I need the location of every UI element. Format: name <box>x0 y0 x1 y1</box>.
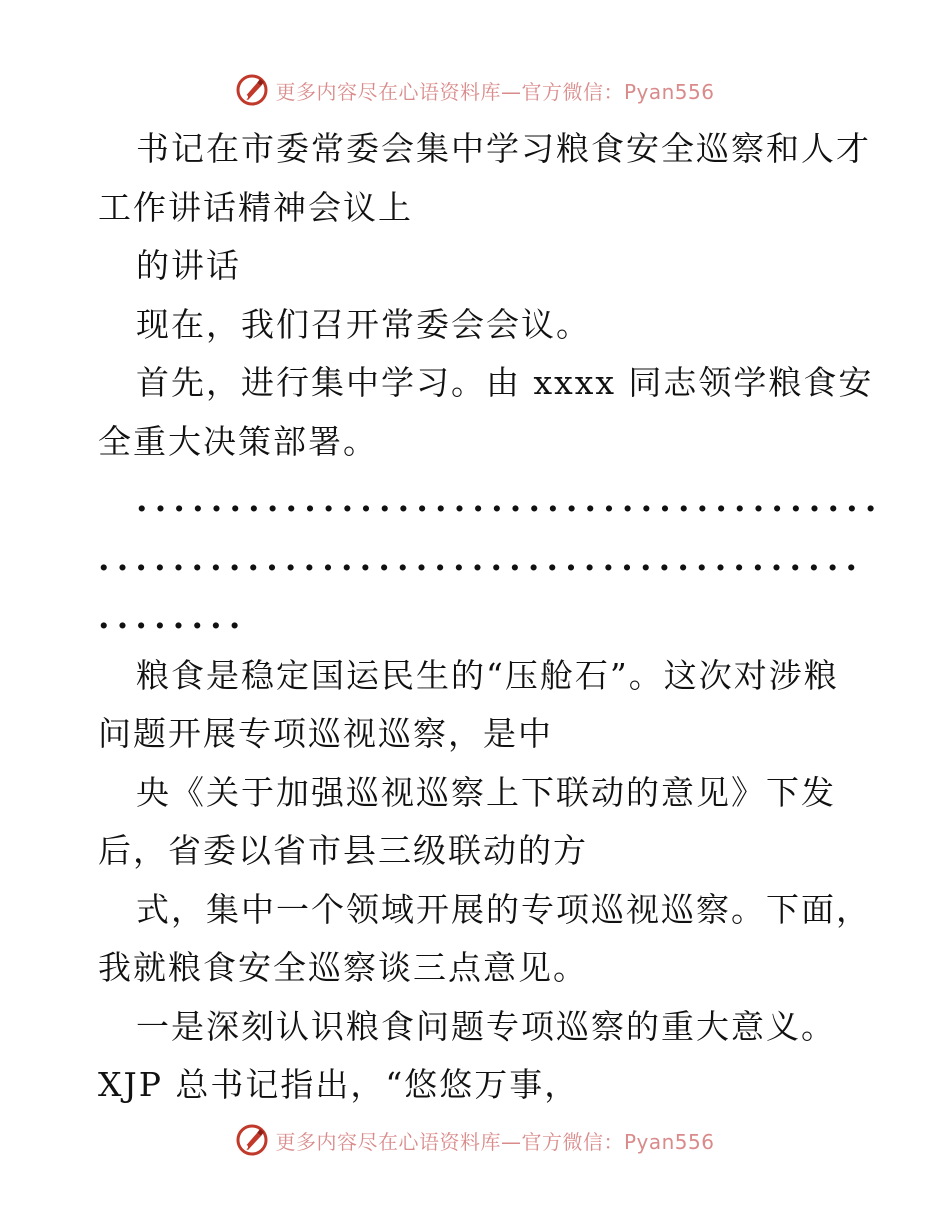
pen-logo-icon <box>235 1123 269 1157</box>
ellipsis-line: ........ <box>98 597 248 636</box>
watermark-group <box>235 73 714 107</box>
text-line: 工作讲话精神会议上 <box>98 187 413 227</box>
text-line: 央《关于加强巡视巡察上下联动的意见》下发 <box>136 772 836 812</box>
text-line: 问题开展专项巡视巡察，是中 <box>98 714 553 753</box>
watermark-footer <box>0 1120 950 1160</box>
text-line: 首先，进行集中学习。由 xxxx 同志领学粮食安 <box>136 363 874 402</box>
document-body <box>98 120 884 1115</box>
text-line: XJP 总书记指出，“悠悠万事， <box>98 1065 580 1104</box>
ellipsis-line: ......................................... <box>98 538 865 578</box>
text-line: 的讲话 <box>136 246 241 285</box>
text-line: 我就粮食安全巡察谈三点意见。 <box>98 948 588 987</box>
watermark-text: 更多内容尽在心语资料库—官方微信：Pyan556 <box>275 79 715 104</box>
text-line: 现在，我们召开常委会会议。 <box>136 304 591 344</box>
watermark-group <box>235 1123 714 1157</box>
watermark-header <box>0 70 950 110</box>
text-line: 粮食是稳定国运民生的“压舱石”。这次对涉粮 <box>136 655 839 695</box>
text-line: 后，省委以省市县三级联动的方 <box>98 831 588 870</box>
text-line: 全重大决策部署。 <box>98 421 378 461</box>
watermark-text: 更多内容尽在心语资料库—官方微信：Pyan556 <box>275 1129 715 1154</box>
text-line: 式，集中一个领域开展的专项巡视巡察。下面， <box>136 889 871 929</box>
text-line: 一是深刻认识粮食问题专项巡察的重大意义。 <box>136 1006 836 1046</box>
ellipsis-line: ........................................ <box>136 480 884 519</box>
text-line: 书记在市委常委会集中学习粮食安全巡察和人才 <box>136 129 871 168</box>
pen-logo-icon <box>235 73 269 107</box>
